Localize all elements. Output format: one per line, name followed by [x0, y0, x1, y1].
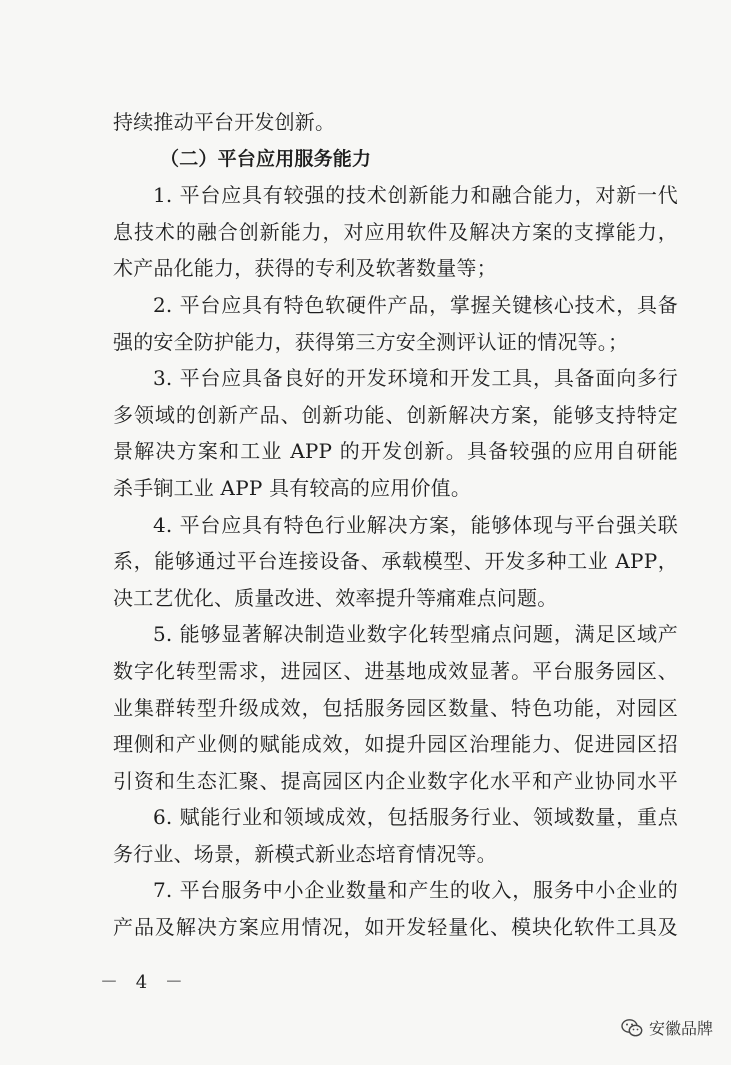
paragraph-line: 强的安全防护能力，获得第三方安全测评认证的情况等。； — [113, 329, 629, 354]
page-number: － 4 － — [100, 972, 189, 993]
paragraph-line: 系，能够通过平台连接设备、承载模型、开发多种工业 APP， — [113, 549, 678, 574]
paragraph-line: 5. 能够显著解决制造业数字化转型痛点问题，满足区域产 — [153, 622, 678, 647]
paragraph-line: 7. 平台服务中小企业数量和产生的收入，服务中小企业的 — [153, 878, 678, 903]
paragraph-line: 息技术的融合创新能力，对应用软件及解决方案的支撑能力， — [113, 219, 678, 244]
paragraph-line: 引资和生态汇聚、提高园区内企业数字化水平和产业协同水平 — [113, 768, 678, 793]
paragraph-line: 景解决方案和工业 APP 的开发创新。具备较强的应用自研能 — [113, 439, 678, 464]
paragraph-line: 数字化转型需求，进园区、进基地成效显著。平台服务园区、 — [113, 658, 678, 683]
paragraph-line: 3. 平台应具备良好的开发环境和开发工具，具备面向多行 — [153, 366, 678, 391]
section-heading: （二）平台应用服务能力 — [160, 147, 372, 170]
watermark — [621, 1016, 713, 1039]
paragraph-line: 产品及解决方案应用情况，如开发轻量化、模块化软件工具及 — [113, 915, 678, 940]
paragraph-line: 持续推动平台开发创新。 — [113, 110, 336, 134]
paragraph-line: 6. 赋能行业和领域成效，包括服务行业、领域数量，重点 — [153, 805, 678, 830]
paragraph-line: 决工艺优化、质量改进、效率提升等痛难点问题。 — [113, 585, 558, 610]
paragraph-line: 多领域的创新产品、创新功能、创新解决方案，能够支持特定 — [113, 402, 678, 427]
body-text — [113, 104, 678, 946]
paragraph-line: 2. 平台应具有特色软硬件产品，掌握关键核心技术，具备 — [153, 292, 678, 317]
paragraph-line: 术产品化能力，获得的专利及软著数量等； — [113, 256, 497, 281]
paragraph-line: 务行业、场景，新模式新业态培育情况等。 — [113, 841, 497, 866]
watermark-label: 安徽品牌 — [648, 1019, 713, 1038]
paragraph-line: 杀手锏工业 APP 具有较高的应用价值。 — [113, 475, 472, 500]
paragraph-line: 1. 平台应具有较强的技术创新能力和融合能力，对新一代 — [153, 183, 678, 208]
wechat-icon — [621, 1018, 643, 1038]
paragraph-line: 业集群转型升级成效，包括服务园区数量、特色功能，对园区 — [113, 695, 678, 720]
paragraph-line: 理侧和产业侧的赋能成效，如提升园区治理能力、促进园区招 — [113, 732, 678, 757]
paragraph-line: 4. 平台应具有特色行业解决方案，能够体现与平台强关联 — [153, 512, 678, 537]
